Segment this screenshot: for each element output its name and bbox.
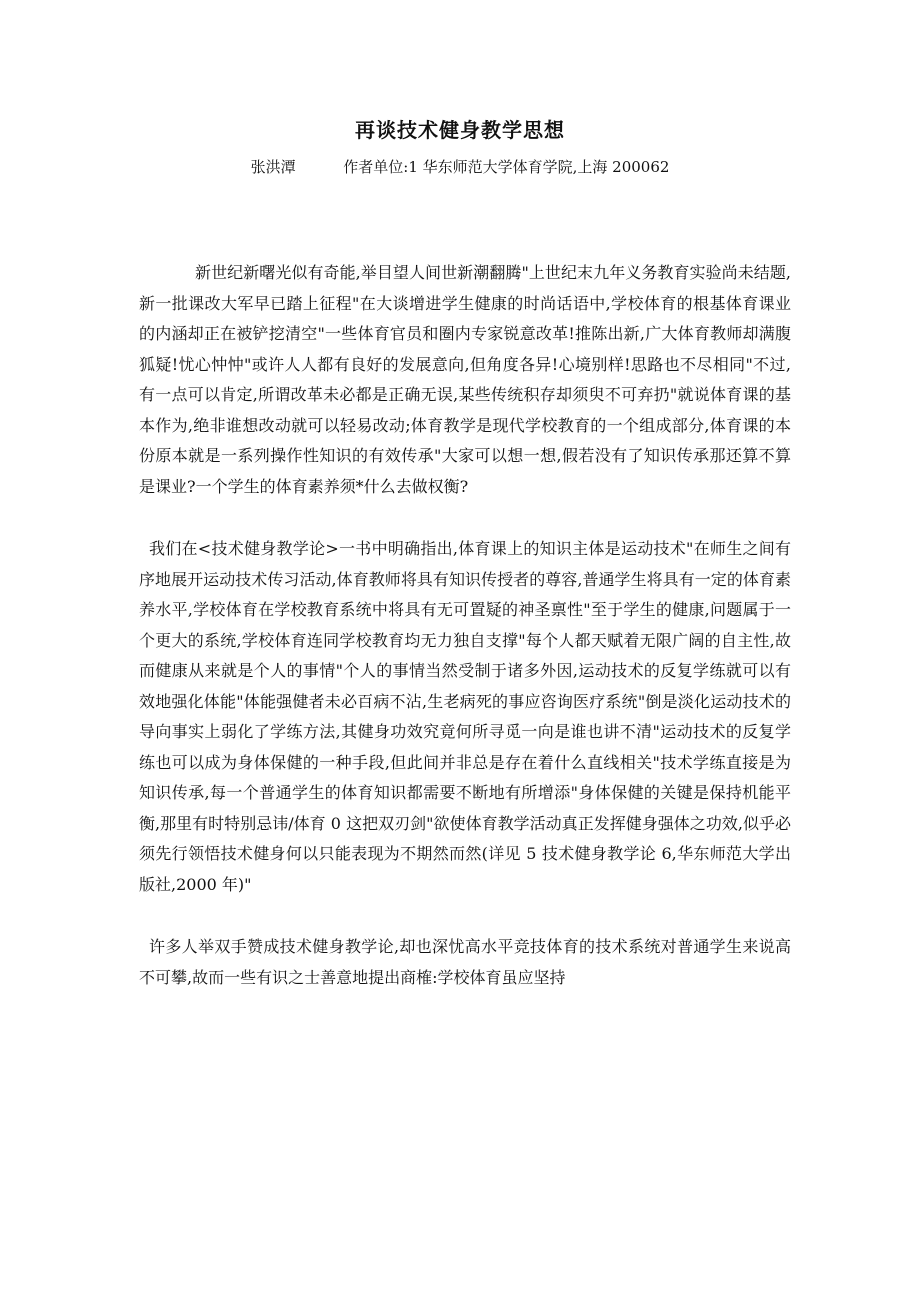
author-affiliation: 作者单位:1 华东师范大学体育学院,上海 200062 bbox=[343, 158, 670, 176]
document-body bbox=[139, 258, 791, 993]
paragraph-3: 许多人举双手赞成技术健身教学论,却也深忧高水平竞技体育的技术系统对普通学生来说高不可攀,故而一些有识之士善意地提出商榷:学校体育虽应坚持 bbox=[139, 937, 791, 987]
paragraph-2: 我们在<技术健身教学论>一书中明确指出,体育课上的知识主体是运动技术"在师生之间有序地展开运动技术传习活动,体育教师将具有知识传授者的尊容,普通学生将具有一定的体育素养水平,学校体育在学校教育系统中将具有无可置疑的神圣禀性"至于学生的健康,问题属于一个更大的系统,学校体育连同学校教育均无力独自支撑"每个人都天赋着无限广阔的自主性,故而健康从来就是个人的事情"个人的事情当然受制于诸多外因,运动技术的反复学练就可以有效地强化体能"体能强健者未必百病不沾,生老病死的事应咨询医疗系统"倒是淡化运动技术的导向事实上弱化了学练方法,其健身功效究竟何所寻觅一向是谁也讲不清"运动技术的反复学练也可以成为身体保健的一种手段,但此间并非总是存在着什么直线相关"技术学练直接是为知识传承,每一个普通学生的体育知识都需要不断地有所增添"身体保健的关键是保持机能平衡,那里有时特别忌讳/体育 0 这把双刃剑"欲使体育教学活动真正发挥健身强体之功效,似乎必须先行领悟技术健身何以只能表现为不期然而然(详见 5 技术健身教学论 6,华东师范大学出版社,2000 年)" bbox=[139, 539, 791, 894]
paragraph-1: 新世纪新曙光似有奇能,举目望人间世新潮翻腾"上世纪末九年义务教育实验尚未结题,新一批课改大军早已踏上征程"在大谈增进学生健康的时尚话语中,学校体育的根基体育课业的内涵却正在被铲挖清空"一些体育官员和圈内专家锐意改革!推陈出新,广大体育教师却满腹狐疑!忧心忡忡"或许人人都有良好的发展意向,但角度各异!心境别样!思路也不尽相同"不过,有一点可以肯定,所谓改革未必都是正确无误,某些传统积存却须臾不可弃扔"就说体育课的基本作为,绝非谁想改动就可以轻易改动;体育教学是现代学校教育的一个组成部分,体育课的本份原本就是一系列操作性知识的有效传承"大家可以想一想,假若没有了知识传承那还算不算是课业?一个学生的体育素养须*什么去做权衡? bbox=[139, 263, 791, 496]
byline bbox=[0, 155, 920, 179]
author-name: 张洪潭 bbox=[250, 158, 296, 176]
document-title: 再谈技术健身教学思想 bbox=[355, 118, 565, 142]
